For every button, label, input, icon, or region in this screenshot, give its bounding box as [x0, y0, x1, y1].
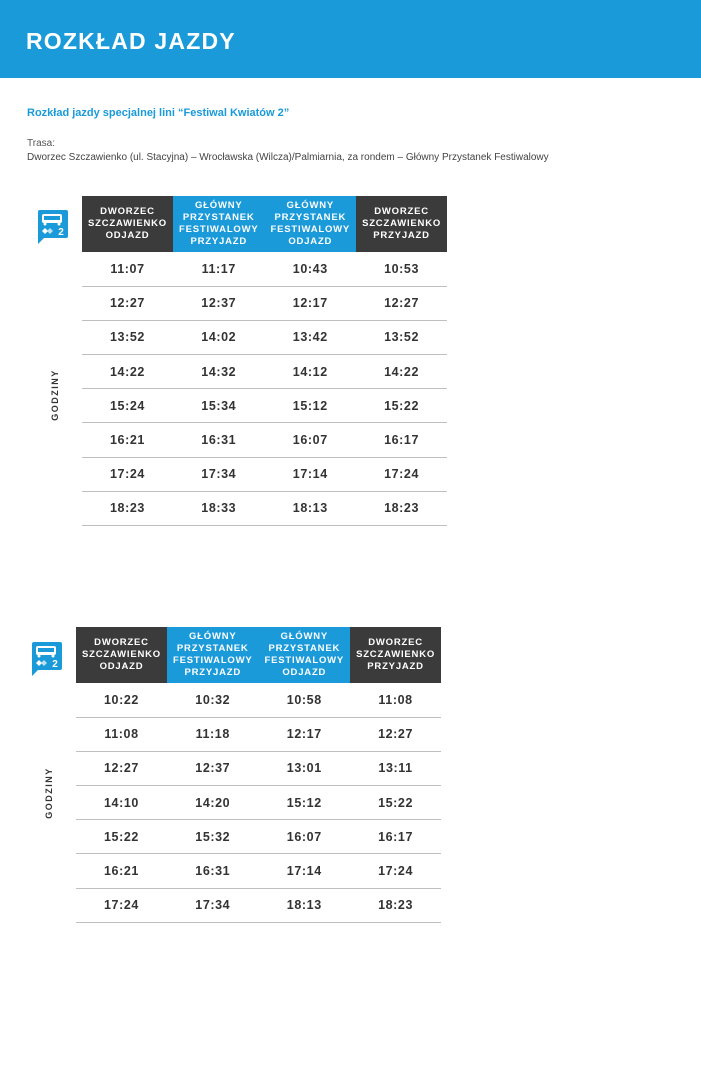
time-cell: 15:22	[76, 820, 167, 854]
column-header-line: FESTIWALOWY	[264, 655, 345, 666]
time-cell: 12:27	[356, 286, 447, 320]
time-cell: 13:52	[356, 320, 447, 354]
table-row	[76, 786, 441, 820]
svg-text:2: 2	[52, 659, 58, 670]
time-cell: 12:17	[259, 717, 351, 751]
time-cell: 15:12	[259, 786, 351, 820]
route-label: Trasa:	[27, 138, 55, 149]
time-cell: 16:17	[356, 423, 447, 457]
column-header-line: GŁÓWNY PRZYSTANEK	[268, 631, 341, 654]
time-cell: 12:27	[76, 751, 167, 785]
column-header-line: PRZYJAZD	[373, 230, 430, 241]
table-row	[82, 389, 447, 423]
time-cell: 10:32	[167, 683, 259, 717]
time-cell: 18:23	[350, 888, 441, 922]
column-header-line: SZCZAWIENKO	[82, 649, 161, 660]
time-cell: 17:24	[356, 457, 447, 491]
time-cell: 14:32	[173, 355, 265, 389]
table-row	[82, 423, 447, 457]
column-header-line: ODJAZD	[282, 667, 327, 678]
column-header	[265, 196, 357, 252]
time-cell: 12:27	[82, 286, 173, 320]
header-bar	[0, 0, 701, 78]
time-cell: 17:24	[350, 854, 441, 888]
table-row	[82, 491, 447, 525]
time-cell: 15:24	[82, 389, 173, 423]
time-cell: 12:27	[350, 717, 441, 751]
table-header-row	[82, 196, 447, 252]
time-cell: 13:11	[350, 751, 441, 785]
table-row	[82, 355, 447, 389]
column-header-line: FESTIWALOWY	[179, 224, 259, 235]
table-row	[76, 717, 441, 751]
time-cell: 16:21	[76, 854, 167, 888]
column-header	[82, 196, 173, 252]
column-header-line: GŁÓWNY PRZYSTANEK	[176, 631, 249, 654]
column-header-line: FESTIWALOWY	[270, 224, 351, 235]
time-cell: 18:33	[173, 491, 265, 525]
column-header-line: SZCZAWIENKO	[362, 218, 442, 229]
table-row	[82, 457, 447, 491]
time-cell: 11:08	[76, 717, 167, 751]
column-header-line: PRZYJAZD	[190, 236, 248, 247]
column-header-line: ODJAZD	[105, 230, 150, 241]
time-cell: 11:18	[167, 717, 259, 751]
timetable	[76, 627, 441, 923]
time-cell: 13:01	[259, 751, 351, 785]
time-cell: 15:22	[356, 389, 447, 423]
time-cell: 18:23	[82, 491, 173, 525]
column-header	[76, 627, 167, 683]
table-row	[76, 820, 441, 854]
time-cell: 15:12	[265, 389, 357, 423]
column-header-line: GŁÓWNY PRZYSTANEK	[182, 200, 255, 223]
time-cell: 17:34	[173, 457, 265, 491]
time-cell: 16:07	[265, 423, 357, 457]
time-cell: 11:08	[350, 683, 441, 717]
time-cell: 14:22	[82, 355, 173, 389]
column-header-line: DWORZEC	[94, 637, 149, 648]
column-header-line: SZCZAWIENKO	[88, 218, 167, 229]
timetable-subtitle: Rozkład jazdy specjalnej lini “Festiwal Kwiatów 2”	[27, 107, 290, 119]
time-cell: 18:13	[265, 491, 357, 525]
time-cell: 14:12	[265, 355, 357, 389]
table-row	[82, 252, 447, 286]
column-header-line: ODJAZD	[99, 661, 144, 672]
column-header-line: DWORZEC	[374, 206, 429, 217]
time-cell: 14:02	[173, 320, 265, 354]
time-cell: 16:07	[259, 820, 351, 854]
column-header-line: DWORZEC	[100, 206, 155, 217]
column-header-line: PRZYJAZD	[367, 661, 424, 672]
column-header	[259, 627, 351, 683]
page-title: ROZKŁAD JAZDY	[26, 28, 236, 54]
table-row	[76, 888, 441, 922]
column-header-line: PRZYJAZD	[184, 667, 242, 678]
time-cell: 16:21	[82, 423, 173, 457]
time-cell: 14:22	[356, 355, 447, 389]
bus-line-2-icon	[34, 208, 70, 244]
column-header-line: FESTIWALOWY	[173, 655, 253, 666]
column-header-line: DWORZEC	[368, 637, 423, 648]
hours-side-label: GODZINY	[43, 767, 54, 819]
time-cell: 11:17	[173, 252, 265, 286]
time-cell: 15:34	[173, 389, 265, 423]
hours-side-label: GODZINY	[49, 369, 60, 421]
timetable	[82, 196, 447, 526]
time-cell: 13:42	[265, 320, 357, 354]
time-cell: 12:37	[173, 286, 265, 320]
time-cell: 16:31	[167, 854, 259, 888]
time-cell: 17:14	[265, 457, 357, 491]
time-cell: 16:17	[350, 820, 441, 854]
time-cell: 15:32	[167, 820, 259, 854]
time-cell: 10:58	[259, 683, 351, 717]
column-header	[350, 627, 441, 683]
time-cell: 12:37	[167, 751, 259, 785]
time-cell: 10:43	[265, 252, 357, 286]
time-cell: 14:10	[76, 786, 167, 820]
time-cell: 16:31	[173, 423, 265, 457]
column-header	[173, 196, 265, 252]
time-cell: 15:22	[350, 786, 441, 820]
time-cell: 10:53	[356, 252, 447, 286]
column-header	[167, 627, 259, 683]
time-cell: 12:17	[265, 286, 357, 320]
time-cell: 14:20	[167, 786, 259, 820]
time-cell: 17:24	[82, 457, 173, 491]
table-row	[76, 854, 441, 888]
table-row	[76, 751, 441, 785]
column-header-line: ODJAZD	[288, 236, 333, 247]
route-description: Dworzec Szczawienko (ul. Stacyjna) – Wrocławska (Wilcza)/Palmiarnia, za rondem – Główny Przystanek Festiwalowy	[27, 152, 549, 163]
time-cell: 17:34	[167, 888, 259, 922]
time-cell: 13:52	[82, 320, 173, 354]
time-cell: 11:07	[82, 252, 173, 286]
column-header-line: GŁÓWNY PRZYSTANEK	[274, 200, 347, 223]
table-header-row	[76, 627, 441, 683]
bus-line-2-icon	[28, 640, 64, 676]
table-row	[76, 683, 441, 717]
time-cell: 18:13	[259, 888, 351, 922]
svg-text:2: 2	[58, 227, 64, 238]
time-cell: 17:24	[76, 888, 167, 922]
table-row	[82, 286, 447, 320]
column-header-line: SZCZAWIENKO	[356, 649, 436, 660]
time-cell: 18:23	[356, 491, 447, 525]
column-header	[356, 196, 447, 252]
time-cell: 10:22	[76, 683, 167, 717]
time-cell: 17:14	[259, 854, 351, 888]
table-row	[82, 320, 447, 354]
